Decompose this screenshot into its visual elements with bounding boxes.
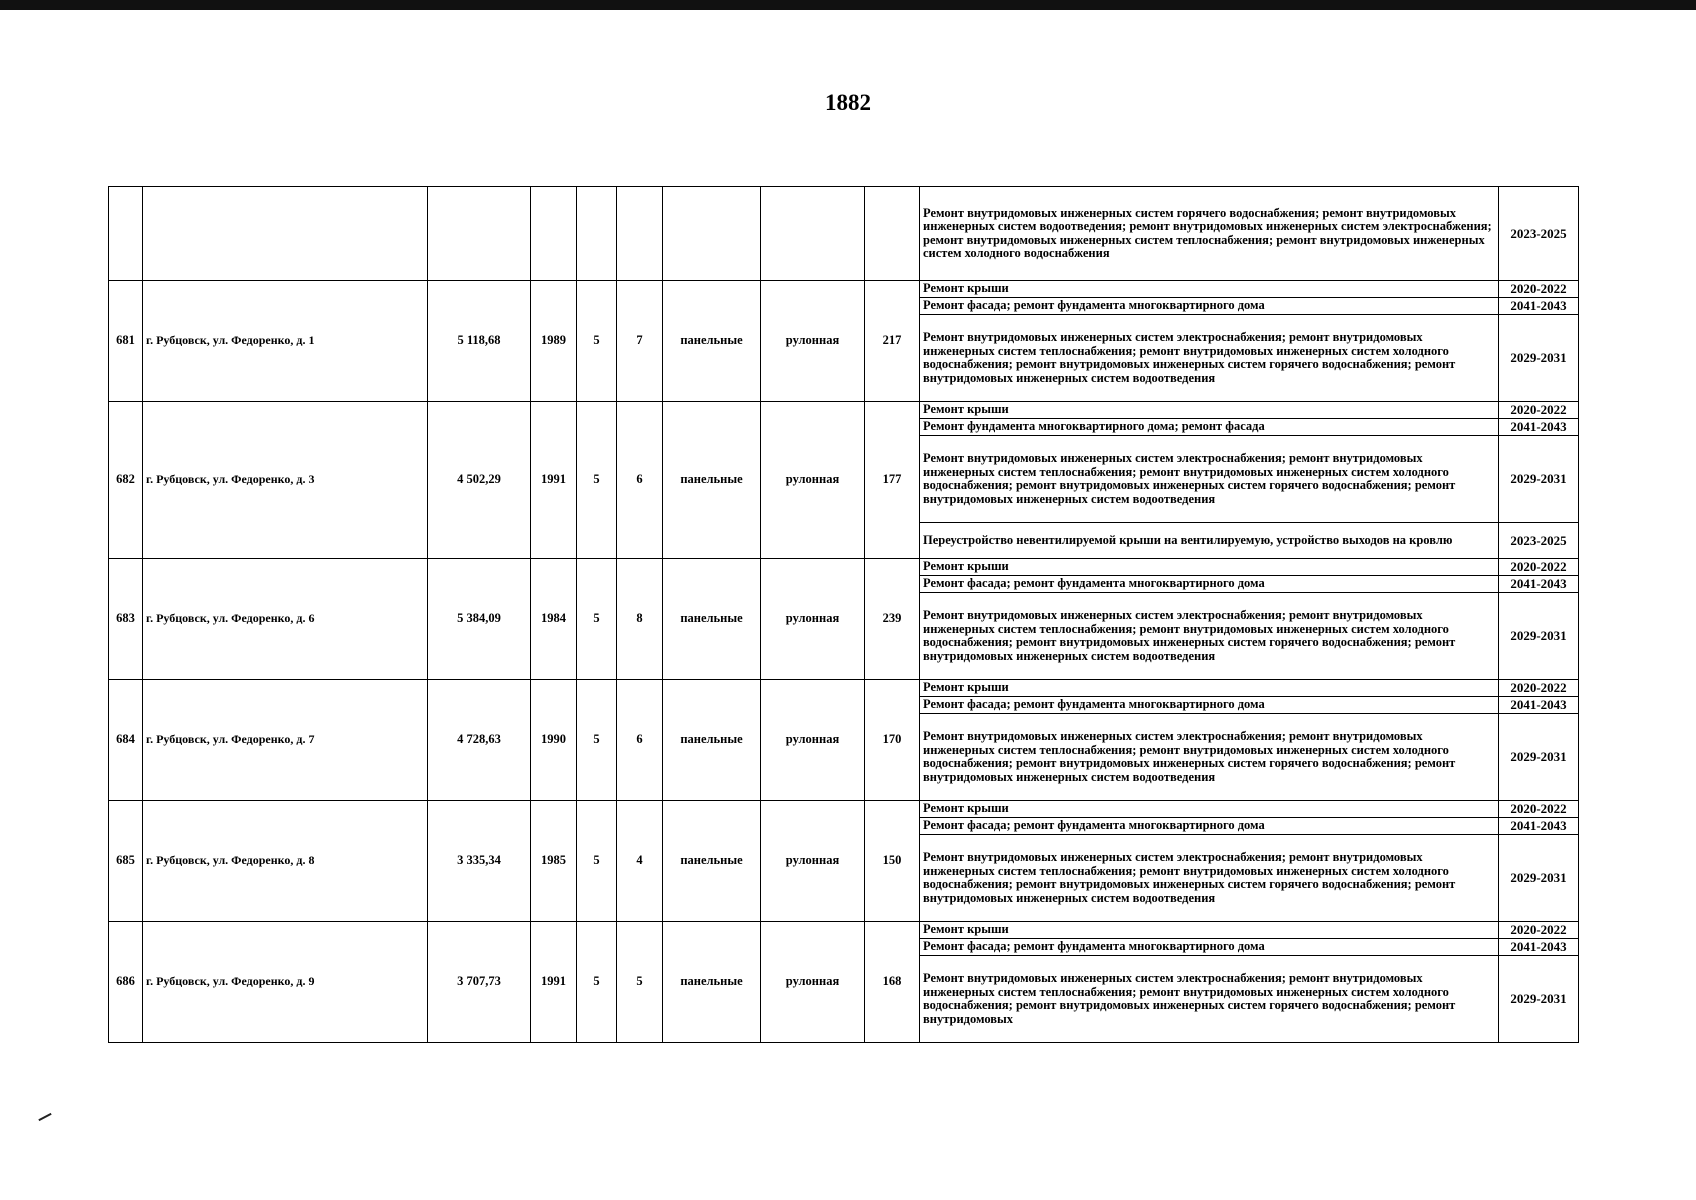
cell-number: 681 (109, 281, 143, 402)
work-period: 2029-2031 (1499, 956, 1579, 1043)
cell-residents: 217 (865, 281, 920, 402)
cell-area: 5 118,68 (428, 281, 531, 402)
cell-number: 682 (109, 402, 143, 559)
work-period: 2029-2031 (1499, 593, 1579, 680)
cell-empty (865, 187, 920, 281)
cell-address: г. Рубцовск, ул. Федоренко, д. 9 (143, 922, 428, 1043)
cell-number: 686 (109, 922, 143, 1043)
cell-walls: панельные (663, 922, 761, 1043)
work-period: 2020-2022 (1499, 680, 1579, 697)
work-period: 2020-2022 (1499, 559, 1579, 576)
cell-roof: рулонная (761, 680, 865, 801)
scan-top-border (0, 0, 1696, 10)
cell-residents: 177 (865, 402, 920, 559)
cell-empty (109, 187, 143, 281)
cell-entrances: 6 (617, 402, 663, 559)
table-row-continuation (109, 187, 1579, 281)
cell-number: 683 (109, 559, 143, 680)
cell-area: 3 335,34 (428, 801, 531, 922)
work-period: 2041-2043 (1499, 939, 1579, 956)
cell-year: 1990 (531, 680, 577, 801)
cell-entrances: 8 (617, 559, 663, 680)
table-row (109, 680, 1579, 697)
cell-floors: 5 (577, 559, 617, 680)
cell-empty (531, 187, 577, 281)
cell-empty (663, 187, 761, 281)
cell-roof: рулонная (761, 281, 865, 402)
cell-walls: панельные (663, 801, 761, 922)
work-description: Ремонт внутридомовых инженерных систем электроснабжения; ремонт внутридомовых инженерных систем теплоснабжения; ремонт внутридомовых инженерных систем холодного водоснабжения; ремонт внутридомовых инженерных систем горячего водоснабжения; ремонт внутридомовых инженерных систем водоотведения (920, 436, 1499, 523)
cell-entrances: 7 (617, 281, 663, 402)
work-description: Ремонт фасада; ремонт фундамента многоквартирного дома (920, 818, 1499, 835)
work-description: Ремонт фасада; ремонт фундамента многоквартирного дома (920, 576, 1499, 593)
work-description: Ремонт внутридомовых инженерных систем электроснабжения; ремонт внутридомовых инженерных систем теплоснабжения; ремонт внутридомовых инженерных систем холодного водоснабжения; ремонт внутридомовых инженерных систем горячего водоснабжения; ремонт внутридомовых (920, 956, 1499, 1043)
cell-floors: 5 (577, 922, 617, 1043)
work-description: Ремонт внутридомовых инженерных систем электроснабжения; ремонт внутридомовых инженерных систем теплоснабжения; ремонт внутридомовых инженерных систем холодного водоснабжения; ремонт внутридомовых инженерных систем горячего водоснабжения; ремонт внутридомовых инженерных систем водоотведения (920, 315, 1499, 402)
work-period: 2029-2031 (1499, 436, 1579, 523)
work-period: 2041-2043 (1499, 298, 1579, 315)
table-row (109, 801, 1579, 818)
work-period: 2029-2031 (1499, 835, 1579, 922)
work-period: 2041-2043 (1499, 576, 1579, 593)
cell-number: 685 (109, 801, 143, 922)
cell-year: 1989 (531, 281, 577, 402)
cell-area: 4 728,63 (428, 680, 531, 801)
cell-area: 5 384,09 (428, 559, 531, 680)
work-period: 2041-2043 (1499, 818, 1579, 835)
work-description: Ремонт крыши (920, 559, 1499, 576)
cell-entrances: 4 (617, 801, 663, 922)
work-period: 2020-2022 (1499, 922, 1579, 939)
cell-residents: 150 (865, 801, 920, 922)
work-period: 2029-2031 (1499, 714, 1579, 801)
work-description: Ремонт фасада; ремонт фундамента многоквартирного дома (920, 298, 1499, 315)
page-number: 1882 (825, 90, 871, 115)
cell-roof: рулонная (761, 559, 865, 680)
work-period: 2023-2025 (1499, 187, 1579, 281)
cell-roof: рулонная (761, 801, 865, 922)
work-description: Ремонт крыши (920, 402, 1499, 419)
cell-residents: 170 (865, 680, 920, 801)
cell-residents: 239 (865, 559, 920, 680)
cell-empty (761, 187, 865, 281)
cell-floors: 5 (577, 680, 617, 801)
work-period: 2041-2043 (1499, 697, 1579, 714)
cell-roof: рулонная (761, 922, 865, 1043)
work-description: Ремонт внутридомовых инженерных систем горячего водоснабжения; ремонт внутридомовых инженерных систем водоотведения; ремонт внутридомовых инженерных систем электроснабжения; ремонт внутридомовых инженерных систем теплоснабжения; ремонт внутридомовых инженерных систем холодного водоснабжения (920, 187, 1499, 281)
cell-address: г. Рубцовск, ул. Федоренко, д. 3 (143, 402, 428, 559)
work-description: Ремонт фундамента многоквартирного дома; ремонт фасада (920, 419, 1499, 436)
work-period: 2020-2022 (1499, 281, 1579, 298)
cell-floors: 5 (577, 402, 617, 559)
cell-roof: рулонная (761, 402, 865, 559)
table-row (109, 281, 1579, 298)
cell-address: г. Рубцовск, ул. Федоренко, д. 6 (143, 559, 428, 680)
cell-walls: панельные (663, 281, 761, 402)
cell-year: 1984 (531, 559, 577, 680)
scan-mark (38, 1113, 51, 1121)
cell-year: 1991 (531, 402, 577, 559)
cell-address: г. Рубцовск, ул. Федоренко, д. 8 (143, 801, 428, 922)
work-period: 2023-2025 (1499, 523, 1579, 559)
work-period: 2029-2031 (1499, 315, 1579, 402)
cell-empty (577, 187, 617, 281)
work-period: 2020-2022 (1499, 801, 1579, 818)
work-description: Ремонт фасада; ремонт фундамента многоквартирного дома (920, 939, 1499, 956)
cell-year: 1991 (531, 922, 577, 1043)
table-row (109, 922, 1579, 939)
work-period: 2041-2043 (1499, 419, 1579, 436)
cell-number: 684 (109, 680, 143, 801)
cell-year: 1985 (531, 801, 577, 922)
cell-walls: панельные (663, 680, 761, 801)
work-description: Ремонт внутридомовых инженерных систем электроснабжения; ремонт внутридомовых инженерных систем теплоснабжения; ремонт внутридомовых инженерных систем холодного водоснабжения; ремонт внутридомовых инженерных систем горячего водоснабжения; ремонт внутридомовых инженерных систем водоотведения (920, 593, 1499, 680)
table-row (109, 559, 1579, 576)
cell-residents: 168 (865, 922, 920, 1043)
work-description: Ремонт внутридомовых инженерных систем электроснабжения; ремонт внутридомовых инженерных систем теплоснабжения; ремонт внутридомовых инженерных систем холодного водоснабжения; ремонт внутридомовых инженерных систем горячего водоснабжения; ремонт внутридомовых инженерных систем водоотведения (920, 714, 1499, 801)
work-description: Ремонт крыши (920, 801, 1499, 818)
cell-empty (617, 187, 663, 281)
cell-area: 3 707,73 (428, 922, 531, 1043)
capital-repair-table (108, 186, 1579, 1043)
cell-floors: 5 (577, 801, 617, 922)
cell-address: г. Рубцовск, ул. Федоренко, д. 1 (143, 281, 428, 402)
cell-walls: панельные (663, 559, 761, 680)
cell-address: г. Рубцовск, ул. Федоренко, д. 7 (143, 680, 428, 801)
work-description: Ремонт крыши (920, 281, 1499, 298)
work-description: Ремонт крыши (920, 680, 1499, 697)
cell-empty (143, 187, 428, 281)
cell-entrances: 6 (617, 680, 663, 801)
cell-floors: 5 (577, 281, 617, 402)
work-description: Переустройство невентилируемой крыши на вентилируемую, устройство выходов на кровлю (920, 523, 1499, 559)
table-row (109, 402, 1579, 419)
work-period: 2020-2022 (1499, 402, 1579, 419)
work-description: Ремонт фасада; ремонт фундамента многоквартирного дома (920, 697, 1499, 714)
work-description: Ремонт крыши (920, 922, 1499, 939)
cell-entrances: 5 (617, 922, 663, 1043)
cell-area: 4 502,29 (428, 402, 531, 559)
cell-empty (428, 187, 531, 281)
cell-walls: панельные (663, 402, 761, 559)
work-description: Ремонт внутридомовых инженерных систем электроснабжения; ремонт внутридомовых инженерных систем теплоснабжения; ремонт внутридомовых инженерных систем холодного водоснабжения; ремонт внутридомовых инженерных систем горячего водоснабжения; ремонт внутридомовых инженерных систем водоотведения (920, 835, 1499, 922)
